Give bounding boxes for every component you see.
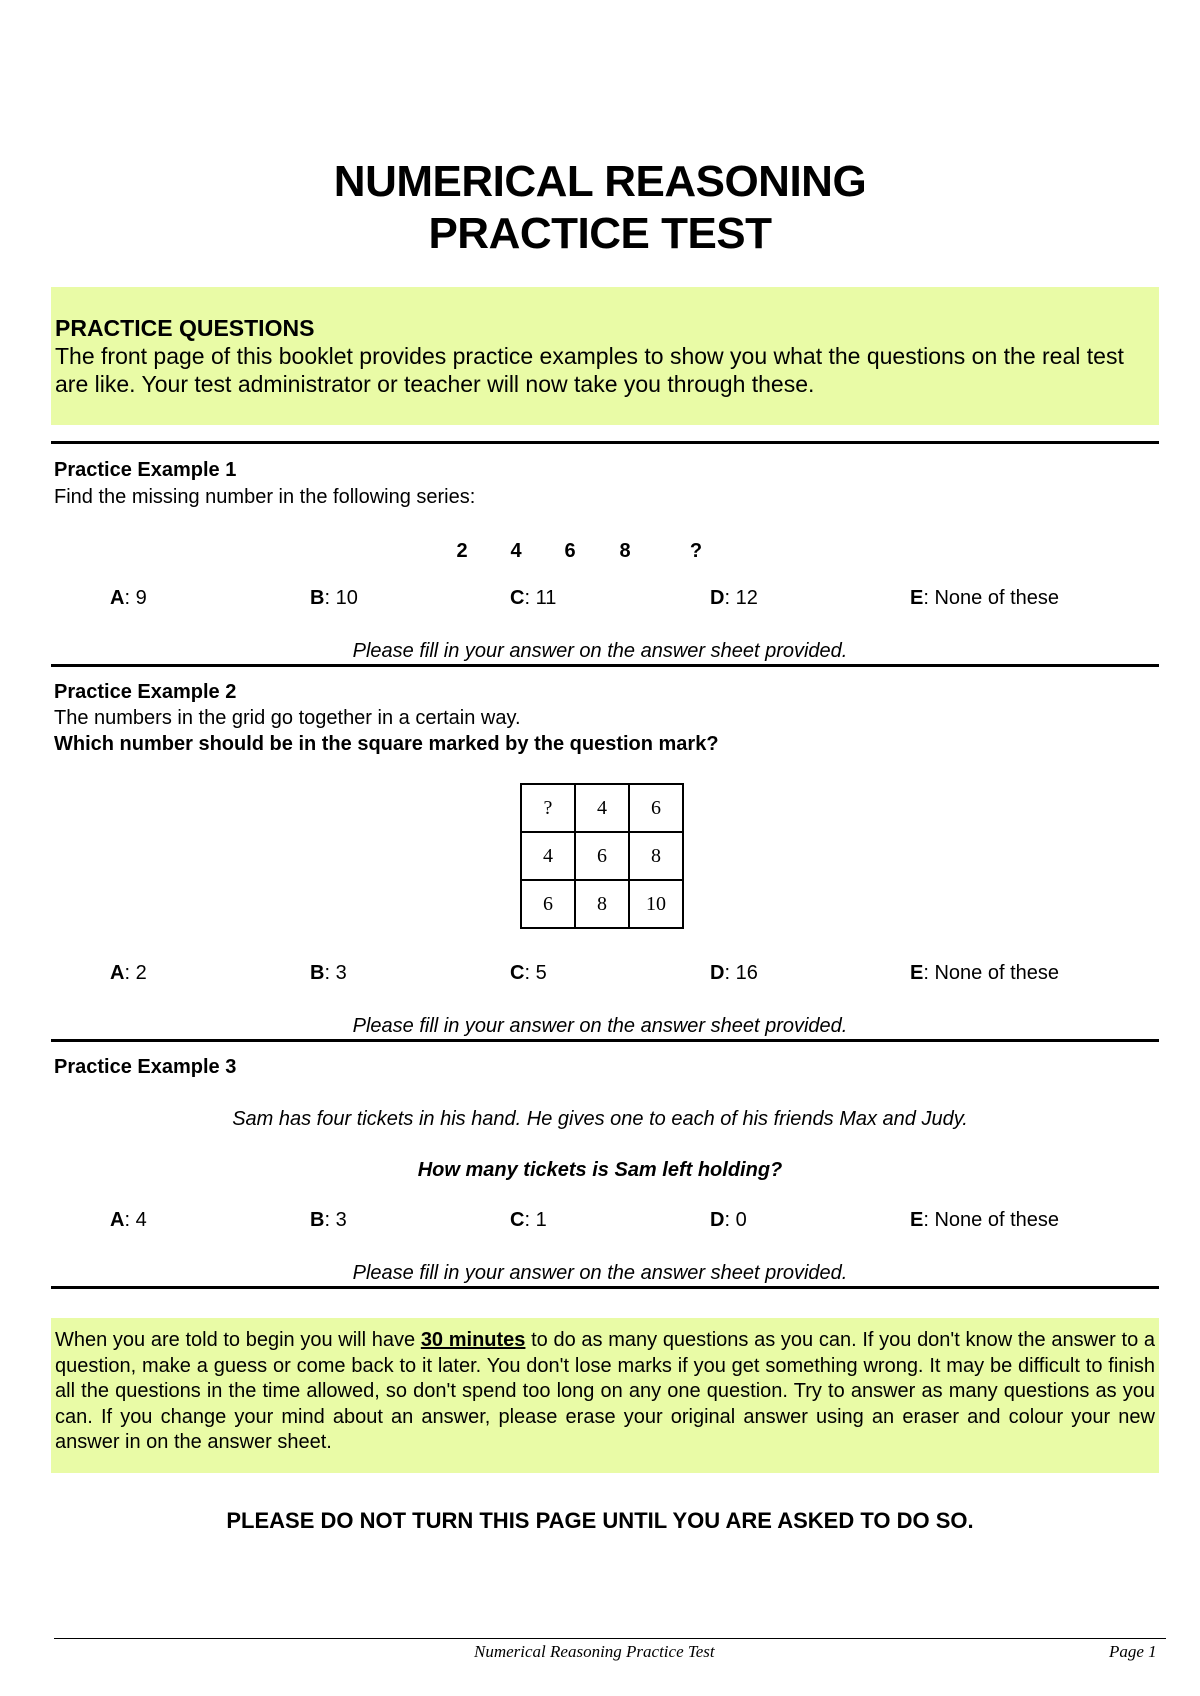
- series-item: 4: [510, 540, 522, 562]
- example1-option-e: E: None of these: [910, 587, 1059, 609]
- divider: [51, 664, 1159, 667]
- grid-cell: 4: [521, 832, 575, 880]
- grid-cell: 6: [575, 832, 629, 880]
- grid-cell: 8: [575, 880, 629, 928]
- example2-text: The numbers in the grid go together in a certain way.: [54, 707, 521, 729]
- example3-title: Practice Example 3: [54, 1056, 237, 1078]
- example2-option-c: C: 5: [510, 962, 547, 984]
- example3-option-e: E: None of these: [910, 1209, 1059, 1231]
- footer-title: Numerical Reasoning Practice Test: [474, 1642, 715, 1661]
- series-item: 6: [564, 540, 576, 562]
- divider: [51, 441, 1159, 444]
- instructions-text-start: When you are told to begin you will have: [55, 1329, 421, 1351]
- example3-option-d: D: 0: [710, 1209, 747, 1231]
- divider: [51, 1286, 1159, 1289]
- intro-text: The front page of this booklet provides practice examples to show you what the questions on the real test are like. Your test administrator or teacher will now take you through these.: [55, 343, 1124, 397]
- do-not-turn-notice: PLEASE DO NOT TURN THIS PAGE UNTIL YOU ARE ASKED TO DO SO.: [226, 1508, 974, 1533]
- example2-option-a: A: 2: [110, 962, 147, 984]
- page-number: Page 1: [1109, 1642, 1157, 1661]
- footer-rule: [54, 1638, 1166, 1639]
- fill-note: Please fill in your answer on the answer sheet provided.: [352, 640, 848, 662]
- example1-option-a: A: 9: [110, 587, 147, 609]
- example3-option-c: C: 1: [510, 1209, 547, 1231]
- grid-cell: ?: [521, 784, 575, 832]
- page-title: [0, 156, 1200, 260]
- instructions-text-end: to do as many questions as you can. If you don't know the answer to a question, make a guess or come back to it later. You don't lose marks if you get something wrong. It may be difficult to finish all the questions in the time allowed, so don't spend too long on any one question. Try to answer as many questions as you can. If you change your mind about an answer, please erase your original answer using an eraser and colour your new answer in on the answer sheet.: [55, 1329, 1155, 1453]
- example2-option-b: B: 3: [310, 962, 347, 984]
- grid-cell: 4: [575, 784, 629, 832]
- grid-cell: 6: [629, 784, 683, 832]
- example1-title: Practice Example 1: [54, 459, 237, 481]
- title-line-2: PRACTICE TEST: [428, 209, 772, 258]
- example1-text: Find the missing number in the following series:: [54, 486, 476, 508]
- example1-option-d: D: 12: [710, 587, 758, 609]
- example2-question: Which number should be in the square marked by the question mark?: [54, 733, 719, 755]
- example3-text: Sam has four tickets in his hand. He gives one to each of his friends Max and Judy.: [232, 1108, 968, 1130]
- instructions-box: [51, 1318, 1159, 1473]
- fill-note: Please fill in your answer on the answer sheet provided.: [352, 1015, 848, 1037]
- example3-question: How many tickets is Sam left holding?: [417, 1159, 783, 1181]
- grid-cell: 8: [629, 832, 683, 880]
- example1-option-c: C: 11: [510, 587, 557, 609]
- grid-cell: 10: [629, 880, 683, 928]
- example3-option-a: A: 4: [110, 1209, 147, 1231]
- time-limit: 30 minutes: [420, 1329, 526, 1351]
- example2-option-d: D: 16: [710, 962, 758, 984]
- example3-option-b: B: 3: [310, 1209, 347, 1231]
- intro-heading: PRACTICE QUESTIONS: [55, 315, 315, 341]
- example1-option-b: B: 10: [310, 587, 358, 609]
- example2-option-e: E: None of these: [910, 962, 1059, 984]
- intro-box: [51, 287, 1159, 425]
- grid-cell: 6: [521, 880, 575, 928]
- series-item: ?: [689, 540, 703, 562]
- series-item: 8: [619, 540, 631, 562]
- title-line-1: NUMERICAL REASONING: [333, 157, 867, 206]
- number-grid: [520, 783, 684, 929]
- fill-note: Please fill in your answer on the answer sheet provided.: [352, 1262, 848, 1284]
- example2-title: Practice Example 2: [54, 681, 237, 703]
- series-item: 2: [456, 540, 468, 562]
- divider: [51, 1039, 1159, 1042]
